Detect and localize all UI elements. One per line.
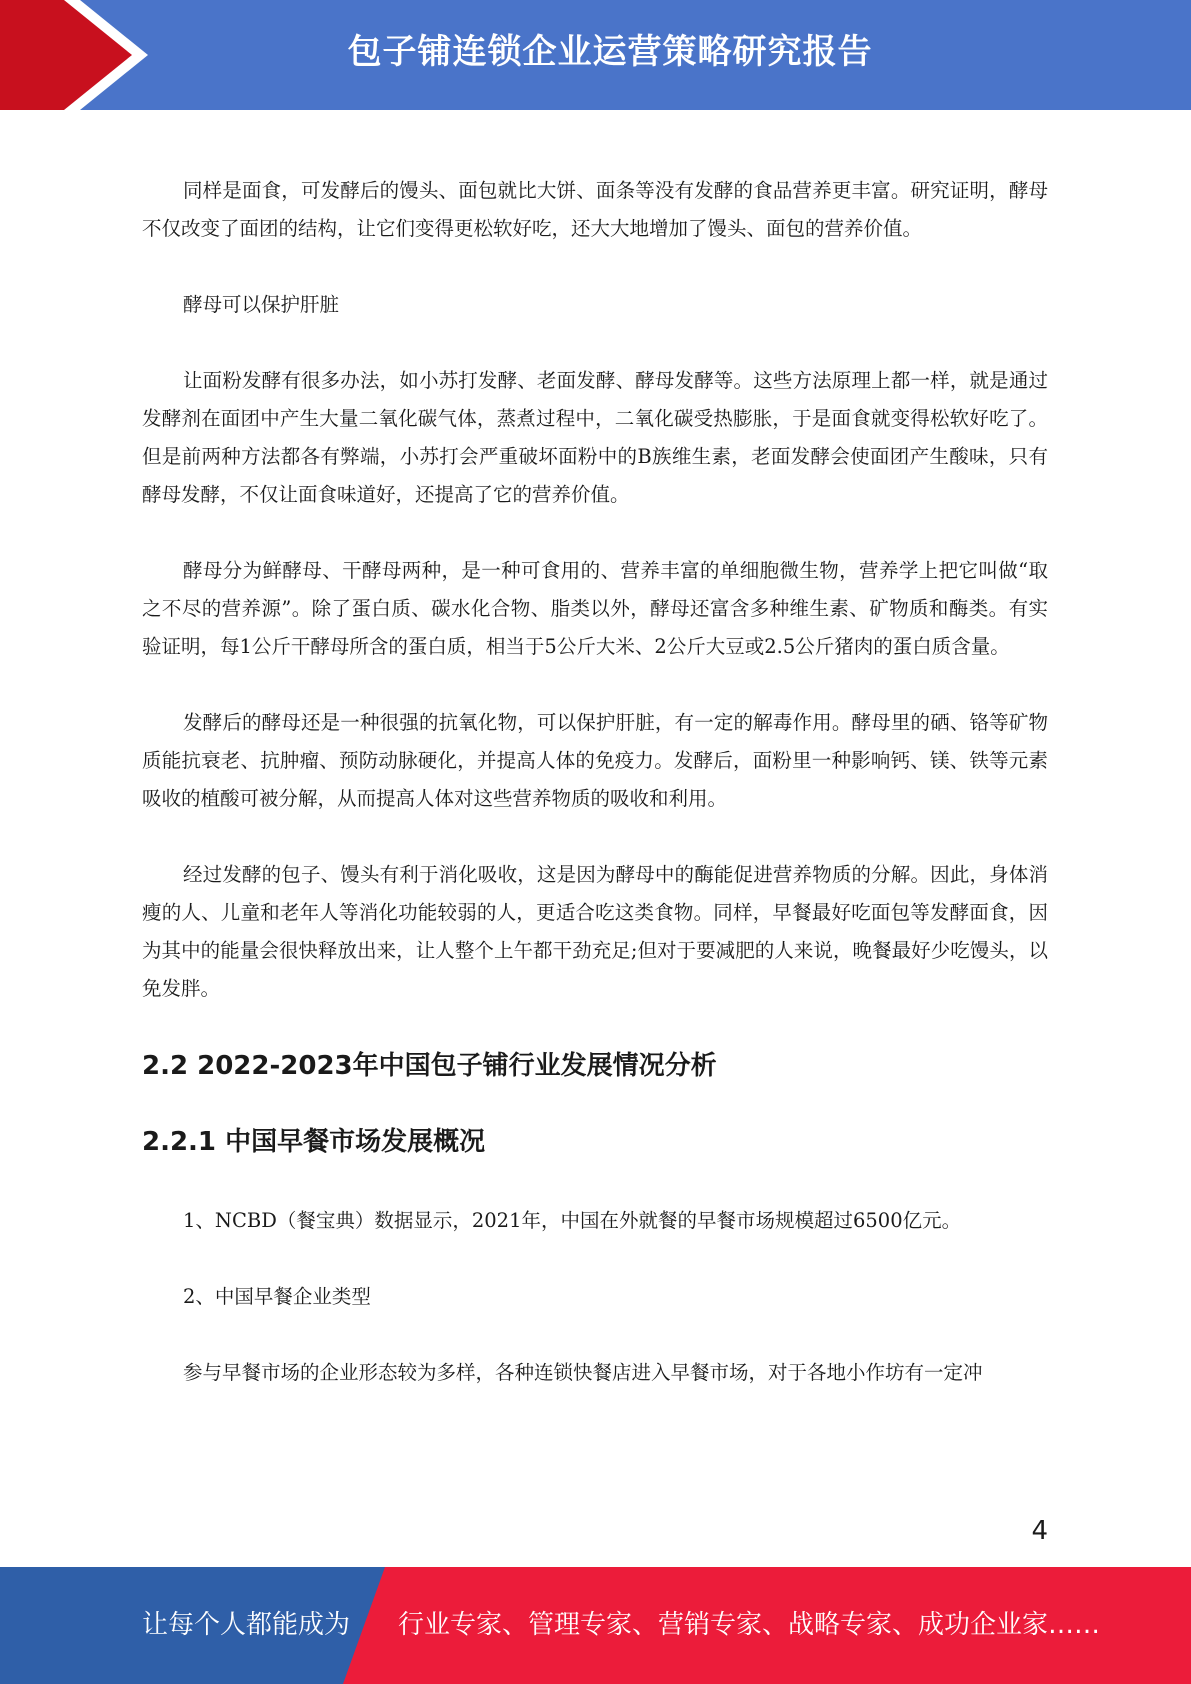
body-paragraph: 发酵后的酵母还是一种很强的抗氧化物，可以保护肝脏，有一定的解毒作用。酵母里的硒、铬等矿物质能抗衰老、抗肿瘤、预防动脉硬化，并提高人体的免疫力。发酵后，面粉里一种影响钙、镁、铁等元素吸收的植酸可被分解，从而提高人体对这些营养物质的吸收和利用。 [142,711,1048,810]
footer-slogan-right: 行业专家、管理专家、营销专家、战略专家、成功企业家…… [398,1610,1101,1640]
page-header [0,0,1191,110]
document-body [142,172,1048,1430]
body-paragraph: 2、中国早餐企业类型 [183,1285,371,1308]
body-paragraph: 酵母分为鲜酵母、干酵母两种，是一种可食用的、营养丰富的单细胞微生物，营养学上把它叫做“取之不尽的营养源”。除了蛋白质、碳水化合物、脂类以外，酵母还富含多种维生素、矿物质和酶类。有实验证明，每1公斤干酵母所含的蛋白质，相当于5公斤大米、2公斤大豆或2.5公斤猪肉的蛋白质含量。 [142,559,1048,658]
body-paragraph: 参与早餐市场的企业形态较为多样，各种连锁快餐店进入早餐市场，对于各地小作坊有一定冲 [183,1361,983,1384]
body-paragraph: 经过发酵的包子、馒头有利于消化吸收，这是因为酵母中的酶能促进营养物质的分解。因此，身体消瘦的人、儿童和老年人等消化功能较弱的人，更适合吃这类食物。同样，早餐最好吃面包等发酵面食，因为其中的能量会很快释放出来，让人整个上午都干劲充足;但对于要减肥的人来说，晚餐最好少吃馒头，以免发胖。 [142,863,1048,1000]
report-title: 包子铺连锁企业运营策略研究报告 [347,32,873,72]
footer-slogan-left: 让每个人都能成为 [142,1610,351,1640]
section-heading: 2.2 2022-2023年中国包子铺行业发展情况分析 [142,1051,717,1081]
body-paragraph: 1、NCBD（餐宝典）数据显示，2021年，中国在外就餐的早餐市场规模超过6500亿元。 [183,1209,962,1232]
page-number: 4 [1031,1516,1048,1546]
subsection-heading: 2.2.1 中国早餐市场发展概况 [142,1127,486,1157]
body-paragraph: 酵母可以保护肝脏 [183,293,340,316]
body-paragraph: 同样是面食，可发酵后的馒头、面包就比大饼、面条等没有发酵的食品营养更丰富。研究证明，酵母不仅改变了面团的结构，让它们变得更松软好吃，还大大地增加了馒头、面包的营养价值。 [142,179,1048,240]
body-paragraph: 让面粉发酵有很多办法，如小苏打发酵、老面发酵、酵母发酵等。这些方法原理上都一样，就是通过发酵剂在面团中产生大量二氧化碳气体，蒸煮过程中，二氧化碳受热膨胀，于是面食就变得松软好吃了。但是前两种方法都各有弊端，小苏打会严重破坏面粉中的B族维生素，老面发酵会使面团产生酸味，只有酵母发酵，不仅让面食味道好，还提高了它的营养价值。 [142,369,1048,506]
page-footer [0,1567,1191,1684]
